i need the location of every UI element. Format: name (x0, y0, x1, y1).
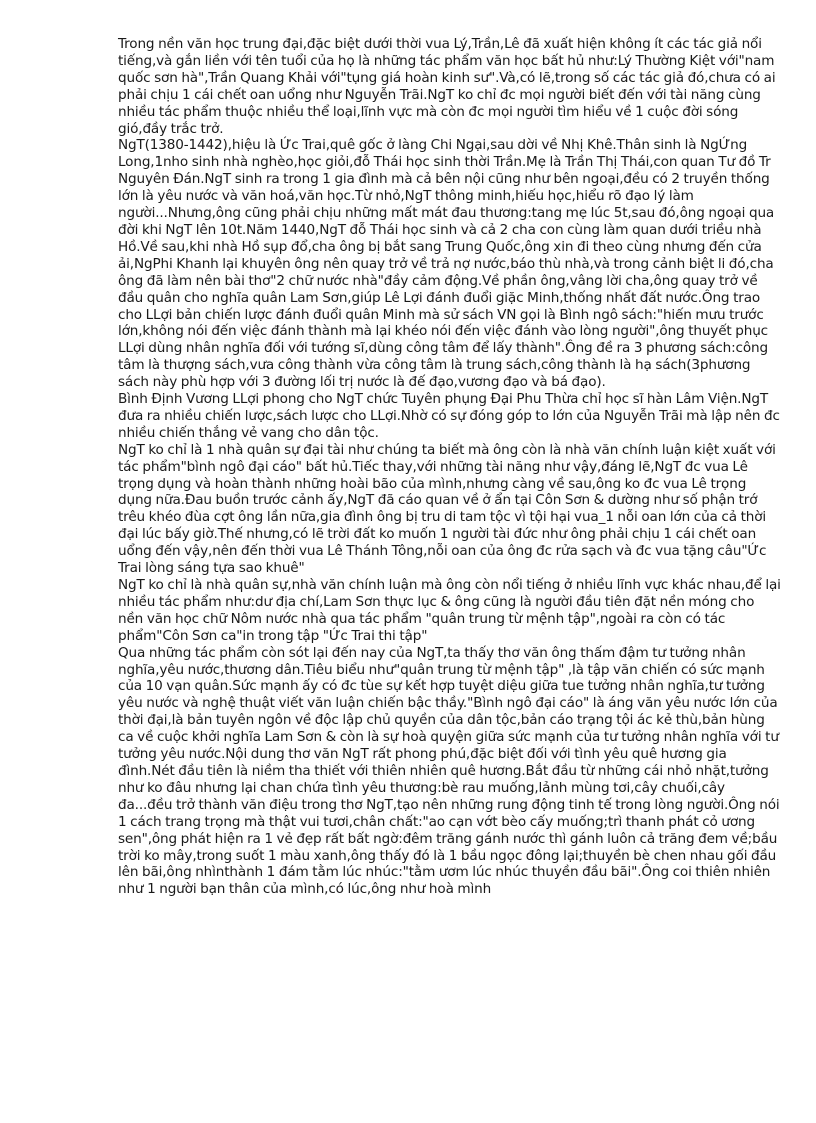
paragraph-title-granted: Bình Định Vương LLợi phong cho NgT chức Tuyên phụng Đại Phu Thừa chỉ học sĩ hàn Lâm Viện.NgT đưa ra nhiều chiến lược,sách lược cho LLợi.Nhờ có sự đóng góp to lớn của Nguyễn Trãi mà lập nên đc nhiều chiến thắng vẻ vang cho dân tộc. (118, 391, 780, 441)
paragraph-works: NgT ko chỉ là nhà quân sự,nhà văn chính luận mà ông còn nổi tiếng ở nhiều lĩnh vực khác nhau,để lại nhiều tác phẩm như:dư địa chí,Lam Sơn thực lục & ông cũng là người đầu tiên đặt nền móng cho nền văn học chữ Nôm nước nhà qua tác phẩm "quân trung từ mệnh tập",ngoài ra còn có tác phẩm"Côn Sơn ca"in trong tập "Ức Trai thi tập" (118, 577, 781, 644)
paragraph-intro: Trong nền văn học trung đại,đặc biệt dưới thời vua Lý,Trần,Lê đã xuất hiện không ít các tác giả nổi tiếng,và gắn liền với tên tuổi của họ là những tác phẩm văn học bất hủ như:Lý Thường Kiệt với"nam quốc sơn hà",Trần Quang Khải với"tụng giá hoàn kinh sư".Và,có lẽ,trong số các tác giả đó,chưa có ai phải chịu 1 cái chết oan uổng như Nguyễn Trãi.NgT ko chỉ đc mọi người biết đến với tài năng cùng nhiều tác phẩm thuộc nhiều thể loại,lĩnh vực mà còn đc mọi người tìm hiểu về 1 cuộc đời sóng gió,đầy trắc trở. (118, 36, 776, 137)
document-page (118, 36, 782, 898)
paragraph-injustice: NgT ko chỉ là 1 nhà quân sự đại tài như chúng ta biết mà ông còn là nhà văn chính luận kiệt xuất với tác phẩm"bình ngô đại cáo" bất hủ.Tiếc thay,với những tài năng như vậy,đáng lẽ,NgT đc vua Lê trọng dụng và hoàn thành những hoài bão của mình,nhưng càng về sau,ông ko đc vua Lê trọng dụng nữa.Đau buồn trước cảnh ấy,NgT đã cáo quan về ở ẩn tại Côn Sơn & dường như số phận trớ trêu khéo đùa cợt ông lần nữa,gia đình ông bị tru di tam tộc vì tội hại vua_1 nỗi oan lớn của cả thời đại lúc bấy giờ.Thế nhưng,có lẽ trời đất ko muốn 1 người tài đức như ông phải chịu 1 cái chết oan uổng đến vậy,nên đến thời vua Lê Thánh Tông,nỗi oan của ông đc rửa sạch và đc vua tặng câu"Ức Trai lòng sáng tựa sao khuê" (118, 441, 776, 577)
paragraph-thought-and-nature: Qua những tác phẩm còn sót lại đến nay của NgT,ta thấy thơ văn ông thấm đậm tư tưởng nhân nghĩa,yêu nước,thương dân.Tiêu biểu như"quân trung từ mệnh tập" ,là tập văn chiến có sức mạnh của 10 vạn quân.Sức mạnh ấy có đc tùe sự kết hợp tuyệt diệu giữa tue tưởng nhân nghĩa,tư tưởng yêu nước và nghệ thuật viết văn luận chiến bậc thầy."Bình ngô đại cáo" là áng văn yêu nước lớn của thời đại,là bản tuyên ngôn về độc lập chủ quyền của dân tộc,bản cáo trạng tội ác kẻ thù,bản hùng ca về cuộc khởi nghĩa Lam Sơn & còn là sự hoà quyện giữa sức mạnh của tư tưởng nhân nghĩa với tư tưởng yêu nước.Nội dung thơ văn NgT rất phong phú,đặc biệt đối với tình yêu quê hương gia đình.Nét đầu tiên là niềm tha thiết với thiên nhiên quê hương.Bắt đầu từ những cái nhỏ nhặt,tưởng như ko đâu nhưng lại chan chứa tình yêu thương:bè rau muống,lảnh mùng tơi,cây chuối,cây đa...đều trở thành văn điệu trong thơ NgT,tạo nên những rung động tinh tế trong lòng người.Ông nói 1 cách trang trọng mà thật vui tươi,chân chất:"ao cạn vớt bèo cấy muống;trì thanh phát cỏ ương sen",ông phát hiện ra 1 vẻ đẹp rất bất ngờ:đêm trăng gánh nước thì gánh luôn cả trăng đem về;bầu trời ko mây,trong suốt 1 màu xanh,ông thấy đó là 1 bầu ngọc đông lại;thuyền bè chen nhau gối đầu lên bãi,ông nhìnthành 1 đám tằm lúc nhúc:"tằm ươm lúc nhúc thuyền đầu bãi".Ông coi thiên nhiên như 1 người bạn thân của mình,có lúc,ông như hoà mình (118, 644, 780, 898)
paragraph-biography: NgT(1380-1442),hiệu là Ức Trai,quê gốc ở làng Chi Ngại,sau dời về Nhị Khê.Thân sinh là NgỨng Long,1nho sinh nhà nghèo,học giỏi,đỗ Thái học sinh thời Trần.Mẹ là Trần Thị Thái,con quan Tư đồ Tr Nguyên Đán.NgT sinh ra trong 1 gia đình mà cả bên nội cũng như bên ngoại,đều có 2 truyền thống lớn là yêu nước và văn hoá,văn học.Từ nhỏ,NgT thông minh,hiếu học,hiểu rõ đạo lý làm người...Nhưng,ông cũng phải chịu những mất mát đau thương:tang mẹ lúc 5t,sau đó,ông ngoại qua đời khi NgT lên 10t.Năm 1440,NgT đỗ Thái học sinh và cả 2 cha con cùng làm quan dưới triều nhà Hồ.Về sau,khi nhà Hồ sụp đổ,cha ông bị bắt sang Trung Quốc,ông xin đi theo cùng nhưng đến cửa ải,NgPhi Khanh lại khuyên ông nên quay trở về trả nợ nước,báo thù nhà,và trong cảnh biệt li đó,cha ông đã làm nên bài thơ"2 chữ nước nhà"đầy cảm động.Về phần ông,vâng lời cha,ông quay trở về đầu quân cho nghĩa quân Lam Sơn,giúp Lê Lợi đánh đuổi giặc Minh,thống nhất đất nước.Ông trao cho LLợi bản chiến lược đánh đuổi quân Minh mà sử sách VN gọi là Bình ngô sách:"hiến mưu trước lớn,không nói đến việc đánh thành mà lại khéo nói đến việc đánh vào lòng người",ông thuyết phục LLợi dùng nhân nghĩa đối với tướng sĩ,dùng công tâm để lấy thành".Ông đề ra 3 phương sách:công tâm là thượng sách,vưa công thành vừa công tâm là trung sách,công thành là hạ sách(3phương sách này phù hợp với 3 đường lối trị nước là đế đạo,vương đạo và bá đạo). (118, 137, 775, 391)
